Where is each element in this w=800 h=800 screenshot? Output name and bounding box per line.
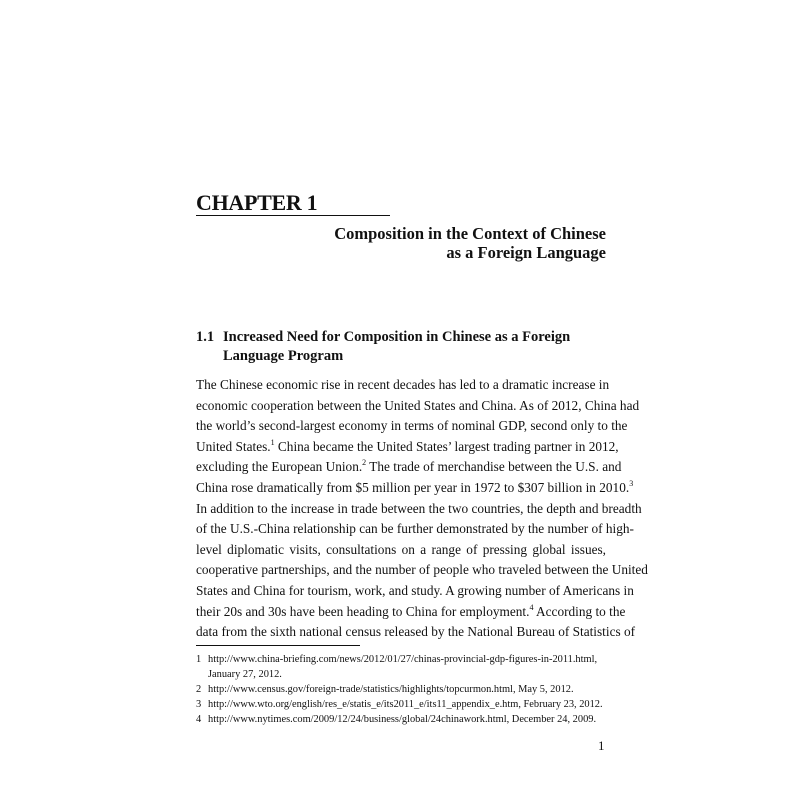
body-text-segment: China rose dramatically from $5 million per year in 1972 to $307 billion in 2010. — [196, 480, 630, 495]
body-line — [196, 479, 634, 496]
chapter-label: CHAPTER 1 — [196, 191, 390, 216]
body-line — [196, 542, 606, 558]
body-text-segment: According to the — [533, 603, 626, 619]
footnote-text: http://www.china-briefing.com/news/2012/01/27/chinas-provincial-gdp-figures-in-2011.html, — [208, 654, 598, 665]
body-text-segment: The trade of merchandise between the U.S. and — [366, 459, 622, 475]
body-text-segment: excluding the European Union. — [196, 459, 363, 475]
section-number: 1.1 — [196, 329, 215, 345]
body-text-segment: In addition to the increase in trade between the two countries, the depth and breadth — [196, 500, 642, 516]
body-text-segment: economic cooperation between the United States and China. As of 2012, China had — [196, 397, 640, 413]
footnote-number: 4 — [196, 714, 202, 725]
footnote — [196, 713, 596, 726]
footnote-text: http://www.wto.org/english/res_e/statis_e/its2011_e/its11_appendix_e.htm, February 23, 2012. — [208, 699, 603, 710]
footnote-text: http://www.nytimes.com/2009/12/24/business/global/24chinawork.html, December 24, 2009. — [208, 714, 597, 725]
chapter-title-line-1: Composition in the Context of Chinese — [334, 224, 606, 243]
body-text-segment: the world’s second-largest economy in terms of nominal GDP, second only to the — [196, 418, 628, 434]
body-text-segment: level diplomatic visits, consultations on a range of pressing global issues, — [196, 541, 606, 557]
body-text-segment: of the U.S.-China relationship can be further demonstrated by the number of high- — [196, 521, 634, 537]
footnote-text: http://www.census.gov/foreign-trade/statistics/highlights/topcurmon.html, May 5, 2012. — [208, 684, 574, 695]
section-title-line-1: Increased Need for Composition in Chinese as a Foreign — [223, 329, 571, 345]
body-text-segment: China became the United States’ largest trading partner in 2012, — [274, 438, 619, 454]
body-text-segment: United States. — [196, 438, 271, 454]
footnote — [196, 653, 597, 666]
body-text-segment: The Chinese economic rise in recent decades has led to a dramatic increase in — [196, 377, 610, 392]
page-number: 1 — [598, 738, 605, 753]
footnote — [196, 683, 574, 696]
body-line — [196, 458, 622, 475]
body-line — [196, 602, 626, 620]
body-line — [196, 624, 636, 640]
footnote-reference: 2 — [362, 458, 367, 468]
body-line — [196, 397, 640, 414]
footnote — [196, 668, 282, 681]
footnote-number: 2 — [196, 684, 202, 695]
body-text-segment: cooperative partnerships, and the number of people who traveled between the United — [196, 562, 648, 578]
footnote-number: 1 — [196, 654, 202, 665]
body-text-segment: data from the sixth national census released by the National Bureau of Statistics of — [196, 624, 636, 640]
body-line — [196, 521, 634, 537]
footnote-divider — [196, 645, 360, 646]
body-line — [196, 583, 634, 599]
footnote-number: 3 — [196, 699, 202, 710]
section-title-line-2: Language Program — [223, 348, 344, 364]
footnote-reference: 4 — [529, 602, 534, 612]
chapter-title-line-2: as a Foreign Language — [446, 243, 606, 262]
body-line — [196, 562, 648, 578]
footnote-reference: 3 — [629, 479, 634, 488]
footnote-reference: 1 — [270, 437, 275, 447]
body-text-segment: their 20s and 30s have been heading to China for employment. — [196, 603, 530, 619]
footnote-text: January 27, 2012. — [208, 669, 282, 680]
body-line — [196, 377, 610, 393]
body-line — [196, 500, 642, 517]
footnote — [196, 698, 603, 711]
body-line — [196, 418, 628, 434]
body-text-segment: States and China for tourism, work, and study. A growing number of Americans in — [196, 583, 634, 598]
body-line — [196, 437, 619, 455]
